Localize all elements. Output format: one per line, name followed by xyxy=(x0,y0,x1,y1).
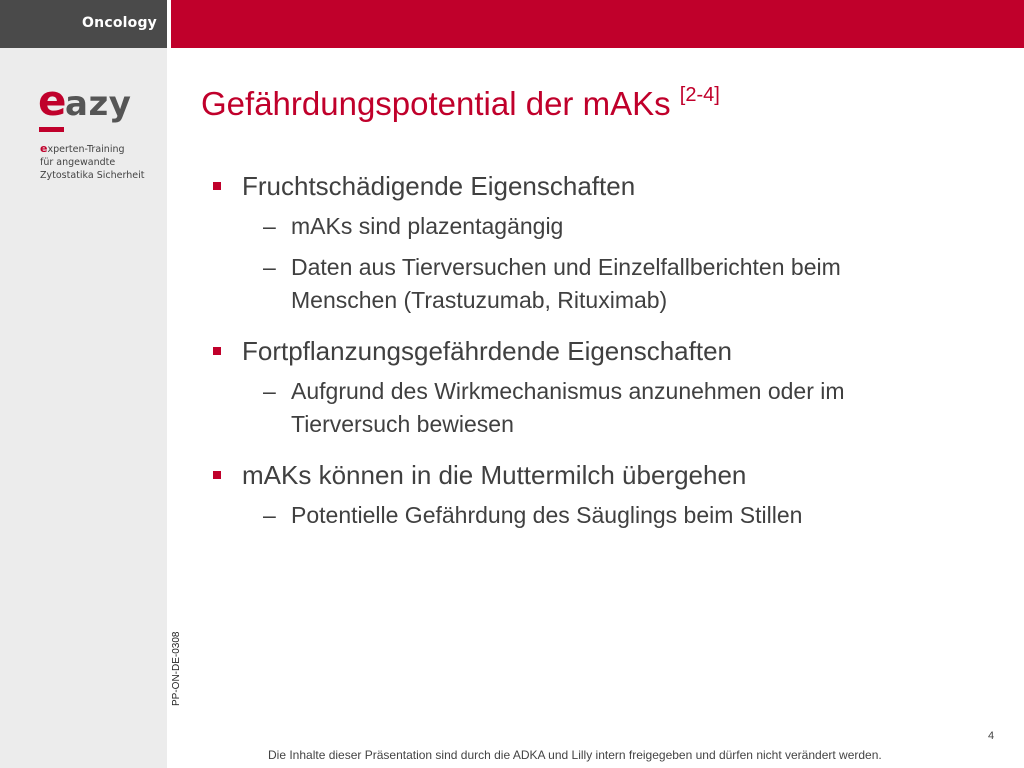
bullet-group xyxy=(211,170,1001,317)
dash-icon: – xyxy=(263,213,276,239)
dash-icon: – xyxy=(263,502,276,528)
tagline-line-2: für angewandte xyxy=(40,157,116,168)
sub-item: – Daten aus Tierversuchen und Einzelfallberichten beim Menschen (Trastuzumab, Rituximab) xyxy=(211,251,1001,317)
logo-wordmark: azy xyxy=(65,84,132,124)
bullet-item: Fruchtschädigende Eigenschaften xyxy=(211,170,1001,202)
bullet-item: mAKs können in die Muttermilch übergehen xyxy=(211,459,1001,491)
slide-title-reference: [2-4] xyxy=(679,84,720,106)
dash-icon: – xyxy=(263,378,276,404)
bullet-square-icon xyxy=(213,347,221,355)
bullet-group xyxy=(211,459,1001,532)
sub-item: – mAKs sind plazentagängig xyxy=(211,210,1001,243)
logo-e-letter: e xyxy=(38,76,67,125)
sub-item: – Potentielle Gefährdung des Säuglings beim Stillen xyxy=(211,499,1001,532)
bullet-item: Fortpflanzungsgefährdende Eigenschaften xyxy=(211,335,1001,367)
tagline-line-1: experten-Training xyxy=(40,142,125,155)
bullet-group xyxy=(211,335,1001,441)
bullet-square-icon xyxy=(213,182,221,190)
bullet-square-icon xyxy=(213,471,221,479)
dash-icon: – xyxy=(263,254,276,280)
slide-title-text: Gefährdungspotential der mAKs xyxy=(201,85,671,122)
slide-content xyxy=(211,170,1001,532)
document-code: PP-ON-DE-0308 xyxy=(171,631,182,706)
section-label: Oncology xyxy=(82,15,157,31)
footer-disclaimer: Die Inhalte dieser Präsentation sind durch die ADKA und Lilly intern freigegeben und dürfen nicht verändert werden. xyxy=(268,748,882,762)
slide-title xyxy=(201,85,720,123)
eazy-logo xyxy=(38,76,148,132)
header-section-bar xyxy=(0,0,167,48)
logo-tagline xyxy=(40,142,144,182)
tagline-line-3: Zytostatika Sicherheit xyxy=(40,170,145,181)
sub-item: – Aufgrund des Wirkmechanismus anzunehmen oder im Tierversuch bewiesen xyxy=(211,375,1001,441)
header-accent-bar xyxy=(171,0,1024,48)
logo-underline xyxy=(39,127,64,132)
page-number: 4 xyxy=(988,730,995,742)
